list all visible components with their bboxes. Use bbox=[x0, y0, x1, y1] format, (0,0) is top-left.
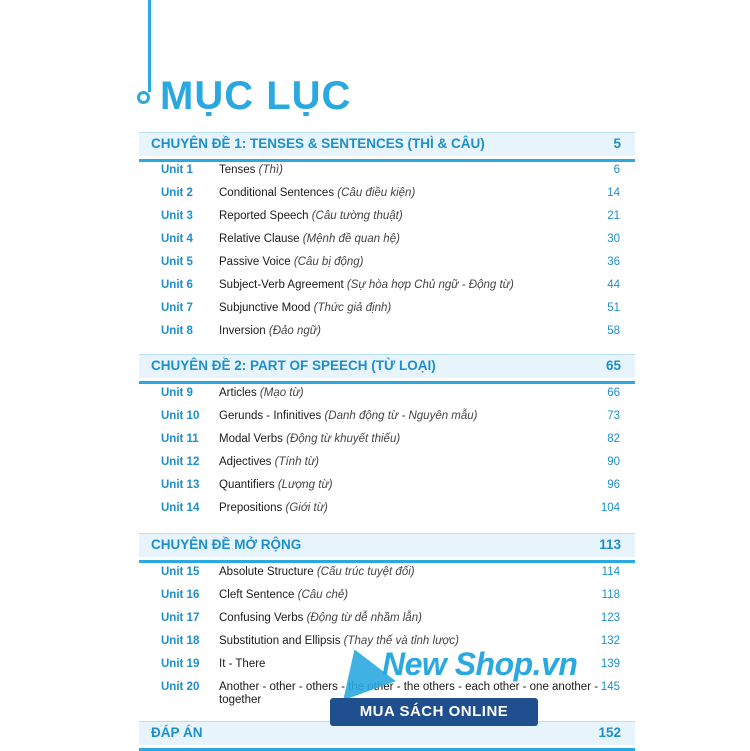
topic-vi: (Mệnh đề quan hệ) bbox=[302, 233, 400, 245]
topic-en: Adjectives bbox=[219, 456, 272, 468]
toc-row[interactable] bbox=[160, 164, 620, 182]
unit-page: 132 bbox=[600, 635, 620, 647]
unit-page: 44 bbox=[607, 279, 620, 291]
unit-page: 118 bbox=[601, 589, 620, 601]
unit-label: Unit 20 bbox=[161, 681, 200, 693]
topic-vi: (Mạo từ) bbox=[259, 387, 304, 399]
topic-vi: (Động từ dễ nhầm lẫn) bbox=[306, 612, 422, 624]
topic-en: Gerunds - Infinitives bbox=[219, 410, 322, 422]
topic-vi: (Thức giả định) bbox=[313, 302, 392, 314]
unit-label: Unit 17 bbox=[161, 612, 200, 624]
toc-row[interactable] bbox=[160, 566, 620, 584]
topic-vi: (Câu chẻ) bbox=[297, 589, 349, 601]
unit-page: 58 bbox=[607, 325, 620, 337]
unit-topic bbox=[219, 325, 599, 338]
shop-brand: New Shop.vn bbox=[382, 646, 578, 682]
unit-page: 21 bbox=[607, 210, 620, 222]
topic-vi: (Câu điều kiện) bbox=[337, 187, 416, 199]
topic-en: Relative Clause bbox=[219, 233, 300, 245]
topic-en: Confusing Verbs bbox=[219, 612, 304, 624]
unit-page: 104 bbox=[600, 502, 620, 514]
unit-topic bbox=[219, 187, 599, 200]
topic-en: Articles bbox=[219, 387, 257, 399]
toc-row[interactable] bbox=[160, 187, 620, 205]
topic-en: Subject-Verb Agreement bbox=[219, 279, 344, 291]
unit-label: Unit 2 bbox=[161, 187, 193, 199]
unit-label: Unit 6 bbox=[161, 279, 193, 291]
unit-label: Unit 3 bbox=[161, 210, 193, 222]
unit-label: Unit 7 bbox=[161, 302, 193, 314]
unit-page: 73 bbox=[607, 410, 620, 422]
topic-vi: (Lượng từ) bbox=[277, 479, 333, 491]
toc-row[interactable] bbox=[160, 589, 620, 607]
unit-page: 36 bbox=[607, 256, 620, 268]
unit-label: Unit 5 bbox=[161, 256, 193, 268]
toc-row[interactable] bbox=[160, 410, 620, 428]
unit-topic bbox=[219, 256, 599, 269]
section-header[interactable] bbox=[139, 533, 635, 557]
topic-vi: (Danh động từ - Nguyên mẫu) bbox=[324, 410, 478, 422]
toc-row[interactable] bbox=[160, 502, 620, 520]
unit-topic bbox=[219, 566, 599, 579]
topic-en: Absolute Structure bbox=[219, 566, 314, 578]
unit-label: Unit 16 bbox=[161, 589, 200, 601]
topic-vi: (Thì) bbox=[258, 164, 283, 176]
unit-page: 90 bbox=[607, 456, 620, 468]
unit-label: Unit 1 bbox=[161, 164, 193, 176]
unit-topic bbox=[219, 210, 599, 223]
unit-topic bbox=[219, 302, 599, 315]
section-title: CHUYÊN ĐỀ 2: PART OF SPEECH (TỪ LOẠI) bbox=[151, 358, 436, 373]
unit-label: Unit 18 bbox=[161, 635, 200, 647]
unit-topic bbox=[219, 410, 599, 423]
topic-vi: (Động từ khuyết thiếu) bbox=[286, 433, 401, 445]
decor-dot bbox=[137, 91, 150, 104]
unit-page: 139 bbox=[600, 658, 620, 670]
unit-page: 114 bbox=[601, 566, 620, 578]
toc-row[interactable] bbox=[160, 256, 620, 274]
topic-vi: (Cấu trúc tuyệt đối) bbox=[316, 566, 415, 578]
toc-row[interactable] bbox=[160, 279, 620, 297]
unit-label: Unit 4 bbox=[161, 233, 193, 245]
unit-page: 30 bbox=[607, 233, 620, 245]
topic-en: Tenses bbox=[219, 164, 256, 176]
unit-page: 82 bbox=[607, 433, 620, 445]
unit-topic bbox=[219, 612, 599, 625]
topic-en: Modal Verbs bbox=[219, 433, 283, 445]
shop-watermark bbox=[330, 640, 578, 725]
page-title: MỤC LỤC bbox=[160, 74, 352, 118]
topic-en: Another - other - others - the other - the others - each other - one another - together bbox=[219, 681, 599, 706]
shop-banner: MUA SÁCH ONLINE bbox=[330, 698, 538, 726]
unit-label: Unit 15 bbox=[161, 566, 200, 578]
section-title: CHUYÊN ĐỀ 1: TENSES & SENTENCES (THÌ & CÂU) bbox=[151, 136, 485, 151]
topic-vi: (Đảo ngữ) bbox=[268, 325, 321, 337]
unit-page: 14 bbox=[607, 187, 620, 199]
decor-vertical-line bbox=[148, 0, 151, 92]
unit-topic bbox=[219, 456, 599, 469]
unit-label: Unit 14 bbox=[161, 502, 200, 514]
unit-page: 51 bbox=[607, 302, 620, 314]
unit-topic bbox=[219, 164, 599, 177]
topic-en: Subjunctive Mood bbox=[219, 302, 311, 314]
unit-label: Unit 8 bbox=[161, 325, 193, 337]
topic-en: Prepositions bbox=[219, 502, 283, 514]
toc-row[interactable] bbox=[160, 233, 620, 251]
topic-en: Quantifiers bbox=[219, 479, 275, 491]
topic-vi: (Thay thế và tỉnh lược) bbox=[343, 635, 459, 647]
topic-en: Reported Speech bbox=[219, 210, 309, 222]
unit-topic bbox=[219, 387, 599, 400]
topic-vi: (Tính từ) bbox=[274, 456, 319, 468]
unit-label: Unit 13 bbox=[161, 479, 200, 491]
topic-vi: (Giới từ) bbox=[285, 502, 328, 514]
topic-vi: (Sự hòa hợp Chủ ngữ - Động từ) bbox=[346, 279, 514, 291]
unit-page: 6 bbox=[613, 164, 620, 176]
toc-row[interactable] bbox=[160, 433, 620, 451]
toc-row[interactable] bbox=[160, 302, 620, 320]
unit-label: Unit 19 bbox=[161, 658, 200, 670]
unit-topic bbox=[219, 433, 599, 446]
unit-page: 123 bbox=[600, 612, 620, 624]
toc-row[interactable] bbox=[160, 479, 620, 497]
topic-en: It - There bbox=[219, 658, 266, 670]
unit-topic bbox=[219, 479, 599, 492]
topic-en: Cleft Sentence bbox=[219, 589, 295, 601]
section-page: 152 bbox=[598, 725, 621, 740]
section-page: 5 bbox=[613, 136, 621, 151]
section-page: 65 bbox=[605, 358, 621, 373]
unit-page: 145 bbox=[600, 681, 620, 693]
toc-row[interactable] bbox=[160, 387, 620, 405]
unit-page: 66 bbox=[607, 387, 620, 399]
unit-topic bbox=[219, 279, 599, 292]
toc-row[interactable] bbox=[160, 612, 620, 630]
topic-en: Passive Voice bbox=[219, 256, 291, 268]
section-page: 113 bbox=[599, 537, 621, 552]
section-title: ĐÁP ÁN bbox=[151, 725, 203, 740]
unit-label: Unit 11 bbox=[161, 433, 199, 445]
section-title: CHUYÊN ĐỀ MỞ RỘNG bbox=[151, 537, 302, 552]
unit-topic bbox=[219, 502, 599, 515]
unit-topic bbox=[219, 233, 599, 246]
unit-label: Unit 10 bbox=[161, 410, 200, 422]
section-header[interactable] bbox=[139, 132, 635, 156]
section-header[interactable] bbox=[139, 354, 635, 378]
toc-row[interactable] bbox=[160, 456, 620, 474]
unit-topic bbox=[219, 589, 599, 602]
unit-label: Unit 12 bbox=[161, 456, 200, 468]
topic-en: Conditional Sentences bbox=[219, 187, 335, 199]
toc-row[interactable] bbox=[160, 210, 620, 228]
toc-row[interactable] bbox=[160, 325, 620, 343]
topic-en: Substitution and Ellipsis bbox=[219, 635, 341, 647]
unit-page: 96 bbox=[607, 479, 620, 491]
topic-vi: (Câu tường thuật) bbox=[311, 210, 403, 222]
unit-label: Unit 9 bbox=[161, 387, 193, 399]
topic-vi: (Câu bị động) bbox=[293, 256, 364, 268]
topic-en: Inversion bbox=[219, 325, 266, 337]
